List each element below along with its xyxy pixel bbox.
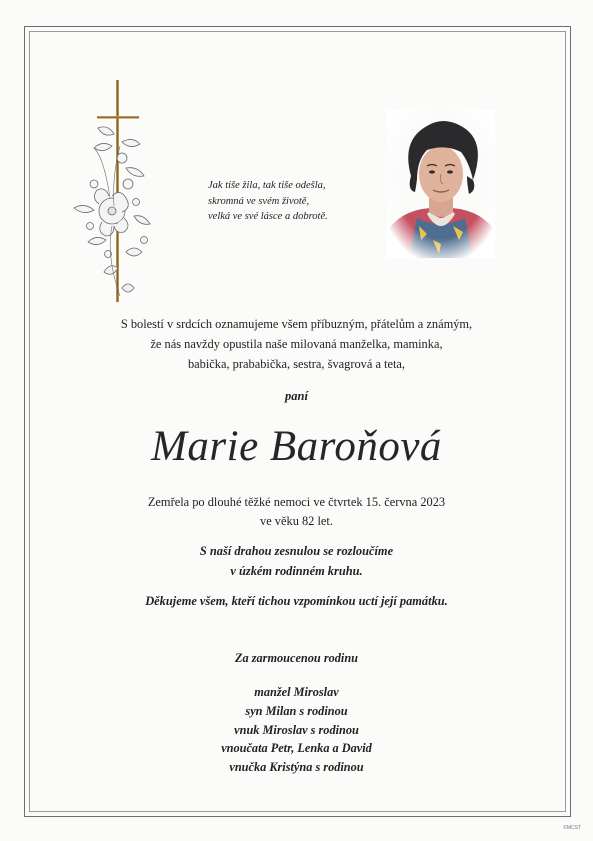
death-info-line: Zemřela po dlouhé těžké nemoci ve čtvrtek 15. června 2023 bbox=[147, 495, 446, 509]
announcement-text bbox=[40, 314, 553, 374]
cross-with-flowers-icon bbox=[64, 76, 164, 308]
poem-line: velká ve své lásce a dobrotě. bbox=[208, 211, 328, 222]
poem-line: skromná ve svém životě, bbox=[208, 195, 310, 207]
announcement-line: babička, prababička, sestra, švagrová a teta, bbox=[187, 357, 406, 371]
death-info bbox=[40, 493, 553, 531]
farewell-note bbox=[40, 542, 553, 581]
farewell-line: S naší drahou zesnulou se rozloučíme bbox=[199, 544, 394, 558]
portrait-photo bbox=[387, 110, 495, 258]
family-member: manžel Miroslav bbox=[254, 685, 339, 699]
thanks-note: Děkujeme všem, kteří tichou vzpomínkou uctí její památku. bbox=[145, 594, 448, 608]
printer-credit: ©MCST bbox=[563, 825, 581, 831]
death-info-line: ve věku 82 let. bbox=[260, 514, 333, 528]
title-pani: paní bbox=[285, 389, 308, 403]
family-list bbox=[40, 683, 553, 777]
family-member: vnučka Kristýna s rodinou bbox=[229, 760, 364, 775]
deceased-name: Marie Baroňová bbox=[151, 423, 442, 470]
announcement-line: že nás navždy opustila naše milovaná manželka, maminka, bbox=[150, 337, 443, 351]
poem bbox=[208, 178, 368, 225]
family-member: vnoučata Petr, Lenka a David bbox=[221, 741, 372, 756]
farewell-line: v úzkém rodinném kruhu. bbox=[230, 563, 363, 578]
family-member: syn Milan s rodinou bbox=[245, 703, 348, 718]
family-member: vnuk Miroslav s rodinou bbox=[234, 722, 359, 737]
poem-line: Jak tiše žila, tak tiše odešla, bbox=[208, 180, 326, 191]
announcement-line: S bolestí v srdcích oznamujeme všem příbuzným, přátelům a známým, bbox=[120, 317, 473, 331]
family-heading: Za zarmoucenou rodinu bbox=[235, 651, 358, 665]
